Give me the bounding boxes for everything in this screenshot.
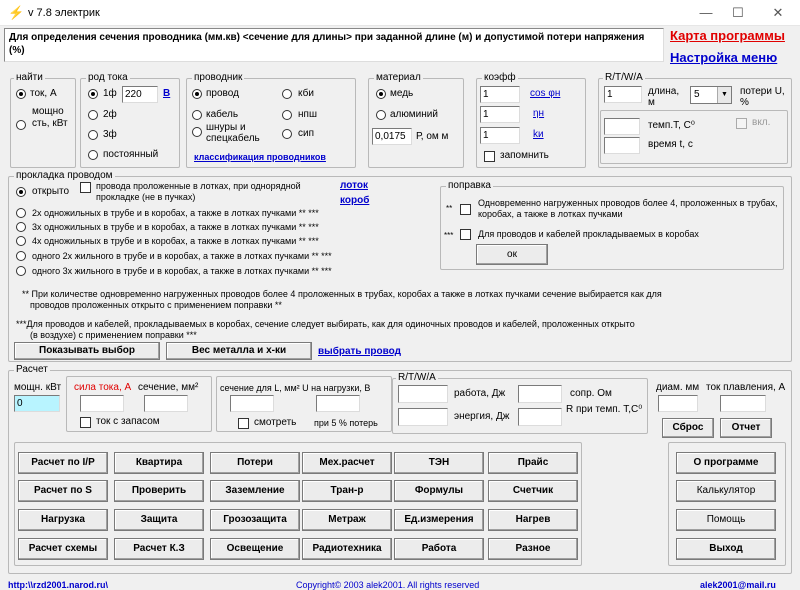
box-link[interactable]: короб	[340, 195, 370, 206]
watch-label: смотреть	[254, 417, 297, 428]
exit-button[interactable]: Выход	[676, 538, 776, 560]
temp-input[interactable]	[604, 118, 640, 135]
misc-button[interactable]: Разное	[488, 538, 578, 560]
report-button[interactable]: Отчет	[720, 418, 772, 438]
cord-label: шнуры и спецкабель	[206, 122, 260, 144]
laying-legend: прокладка проводом	[16, 170, 113, 181]
rtwa-legend: R/T/W/A	[605, 72, 643, 83]
coef-legend: коэфф	[484, 72, 516, 83]
stock-checkbox[interactable]	[80, 417, 91, 428]
grounding-button[interactable]: Заземление	[210, 480, 300, 502]
sip-label: сип	[298, 128, 315, 139]
chevron-down-icon: ▼	[717, 87, 731, 103]
maximize-button[interactable]: ☐	[732, 5, 744, 20]
mech-calc-button[interactable]: Мех.расчет	[302, 452, 392, 474]
copper-radio[interactable]	[376, 89, 386, 99]
protection-button[interactable]: Защита	[114, 509, 204, 531]
resistance-label: сопр. Ом	[570, 388, 612, 399]
cable-label: кабель	[206, 109, 239, 120]
laying-4x-label: 4х одножильных в трубе и в коробах, а также в лотках пучками ** ***	[32, 236, 319, 246]
correction-ok-button[interactable]: ок	[476, 244, 548, 265]
energy-label: энергия, Дж	[454, 411, 510, 422]
kbi-label: кби	[298, 88, 314, 99]
length-input[interactable]: 1	[604, 86, 642, 103]
correction-legend: поправка	[448, 180, 491, 191]
remember-checkbox[interactable]	[484, 151, 495, 162]
site-link[interactable]: http:\\rzd2001.narod.ru\	[8, 580, 109, 590]
load-button[interactable]: Нагрузка	[18, 509, 108, 531]
resistivity-label: Р, ом м	[416, 131, 449, 142]
calc-rtwa-legend: R/T/W/A	[398, 372, 436, 383]
phase3-label: 3ф	[103, 129, 117, 140]
find-legend: найти	[16, 72, 43, 83]
time-label: время t, c	[648, 139, 693, 150]
npsh-label: нпш	[298, 109, 317, 120]
title-bar	[0, 0, 800, 26]
short-circuit-button[interactable]: Расчет К.З	[114, 538, 204, 560]
dc-label: постоянный	[103, 149, 159, 160]
note2-line2: (в воздухе) с применением поправки ***	[30, 330, 197, 340]
price-button[interactable]: Прайс	[488, 452, 578, 474]
lighting-button[interactable]: Освещение	[210, 538, 300, 560]
work-label: работа, Дж	[454, 388, 506, 399]
calc-ip-button[interactable]: Расчет по I/P	[18, 452, 108, 474]
program-map-link[interactable]: Карта программы	[670, 28, 785, 43]
correction-marker2: ***	[444, 231, 454, 240]
correction-check1[interactable]	[460, 204, 471, 215]
tray-checkbox[interactable]	[80, 182, 91, 193]
section-l-label: сечение для L, мм² U на нагрузки, В	[220, 383, 371, 393]
choose-wire-link[interactable]: выбрать провод	[318, 346, 401, 357]
wire-radio[interactable]	[192, 89, 202, 99]
loss-select[interactable]	[690, 86, 732, 104]
email-link[interactable]: alek2001@mail.ru	[700, 580, 776, 590]
check-button[interactable]: Проверить	[114, 480, 204, 502]
footage-button[interactable]: Метраж	[302, 509, 392, 531]
resistivity-input[interactable]: 0,0175	[372, 128, 412, 145]
help-button[interactable]: Помощь	[676, 509, 776, 531]
calc-s-button[interactable]: Расчет по S	[18, 480, 108, 502]
calculator-button[interactable]: Калькулятор	[676, 480, 776, 502]
laying-3x-label: 3х одножильных в трубе и в коробах, а также в лотках пучками ** ***	[32, 222, 319, 232]
eta-input[interactable]: 1	[480, 106, 520, 123]
incl-checkbox[interactable]	[736, 118, 747, 129]
voltage-load-output[interactable]	[316, 395, 360, 412]
lightning-protection-button[interactable]: Грозозащита	[210, 509, 300, 531]
find-power-label: мощно сть, кВт	[32, 106, 68, 129]
wire-label: провод	[206, 88, 239, 99]
close-button[interactable]: ✕	[772, 5, 784, 20]
section-l-output[interactable]	[230, 395, 274, 412]
voltage-unit-link[interactable]: В	[163, 88, 171, 99]
resistance-output[interactable]	[518, 385, 562, 403]
transformer-button[interactable]: Тран-р	[302, 480, 392, 502]
reset-button[interactable]: Сброс	[662, 418, 714, 438]
laying-3core-label: одного 3х жильного в трубе и в коробах, а также в лотках пучками ** ***	[32, 266, 332, 276]
cos-input[interactable]: 1	[480, 86, 520, 103]
rtemp-label: R при темп. T,C⁰	[566, 404, 643, 415]
eta-link[interactable]: ηн	[533, 108, 545, 119]
find-current-label: ток, А	[30, 88, 57, 99]
formulas-button[interactable]: Формулы	[394, 480, 484, 502]
minimize-button[interactable]: —	[699, 5, 713, 20]
correction-label1: Одновременно нагруженных проводов более 4, проложенных в трубах, коробах, а также в лотках пучками	[478, 198, 778, 219]
laying-2x-radio[interactable]	[16, 208, 26, 218]
laying-2core-label: одного 2х жильного в трубе и в коробах, а также в лотках пучками ** ***	[32, 251, 332, 261]
incl-label: вкл.	[752, 117, 771, 128]
sip-radio[interactable]	[282, 129, 292, 139]
phase2-label: 2ф	[103, 109, 117, 120]
current-output[interactable]	[80, 395, 124, 412]
window-title: v 7.8 электрик	[28, 7, 100, 19]
cos-link[interactable]: cos φн	[530, 88, 561, 99]
stock-label: ток с запасом	[96, 416, 160, 427]
ten-button[interactable]: ТЭН	[394, 452, 484, 474]
rtemp-output[interactable]	[518, 408, 562, 426]
metal-weight-button[interactable]: Вес металла и х-ки	[166, 342, 312, 360]
aluminum-label: алюминий	[390, 109, 438, 120]
menu-settings-link[interactable]: Настройка меню	[670, 50, 778, 65]
calc-legend: Расчет	[16, 364, 48, 375]
aluminum-radio[interactable]	[376, 110, 386, 120]
voltage-input[interactable]: 220	[122, 86, 158, 103]
laying-open-label: открыто	[32, 186, 70, 197]
loss-label: потери U, %	[740, 86, 785, 108]
temp-label: темп.T, C⁰	[648, 120, 695, 131]
power-input[interactable]: 0	[14, 395, 60, 412]
loss5-label: при 5 % потерь	[314, 418, 378, 428]
diameter-output[interactable]	[658, 395, 698, 412]
laying-2core-radio[interactable]	[16, 251, 26, 261]
find-power-radio[interactable]	[16, 120, 26, 130]
losses-button[interactable]: Потери	[210, 452, 300, 474]
radio-button[interactable]: Радиотехника	[302, 538, 392, 560]
circuit-calc-button[interactable]: Расчет схемы	[18, 538, 108, 560]
work-button[interactable]: Работа	[394, 538, 484, 560]
kbi-radio[interactable]	[282, 89, 292, 99]
current-type-legend: род тока	[88, 72, 128, 83]
laying-2x-label: 2х одножильных в трубе и в коробах, а также в лотках пучками ** ***	[32, 208, 319, 218]
watch-checkbox[interactable]	[238, 418, 249, 429]
melt-label: ток плавления, А	[706, 382, 786, 393]
laying-3core-radio[interactable]	[16, 266, 26, 276]
show-choice-button[interactable]: Показывать выбор	[14, 342, 160, 360]
current-label: сила тока, А	[74, 382, 132, 393]
loss-select-value: 5	[694, 89, 700, 100]
work-output[interactable]	[398, 385, 448, 403]
tray-label: провода проложенные в лотках, при однорядной прокладке (не в пучках)	[96, 181, 301, 202]
diameter-label: диам. мм	[656, 382, 700, 393]
npsh-radio[interactable]	[282, 110, 292, 120]
apartment-button[interactable]: Квартира	[114, 452, 204, 474]
phase3-radio[interactable]	[88, 130, 98, 140]
lightning-icon: ⚡	[8, 5, 25, 20]
laying-4x-radio[interactable]	[16, 236, 26, 246]
k-link[interactable]: kи	[533, 129, 544, 140]
phase1-label: 1ф	[103, 88, 117, 99]
description-banner: Для определения сечения проводника (мм.кв) <сечение для длины> при заданной длине (м) и допустимой потери напряжения (%)	[4, 28, 664, 62]
note1-line2: проводов проложенных открыто с применением поправки **	[30, 300, 282, 310]
note2-line1: ***Для проводов и кабелей, прокладываемых в коробах, сечение следует выбирать, как для одиночных проводов и кабелей, проложенных открыто	[16, 319, 635, 329]
about-button[interactable]: О программе	[676, 452, 776, 474]
section-output[interactable]	[144, 395, 188, 412]
cable-radio[interactable]	[192, 110, 202, 120]
length-label: длина, м	[648, 86, 680, 108]
heating-button[interactable]: Нагрев	[488, 509, 578, 531]
correction-label2: Для проводов и кабелей прокладываемых в коробах	[478, 229, 699, 239]
note1-line1: ** При количестве одновременно нагруженных проводов более 4 проложенных в трубах, коробах а также в лотках пучками сечение выбирается как для	[22, 289, 662, 299]
laying-open-radio[interactable]	[16, 187, 26, 197]
copyright-text: Copyright© 2003 alek2001. All rights reserved	[296, 580, 480, 590]
remember-label: запомнить	[500, 150, 549, 161]
correction-marker1: **	[446, 204, 453, 213]
meter-button[interactable]: Счетчик	[488, 480, 578, 502]
laying-3x-radio[interactable]	[16, 222, 26, 232]
dc-radio[interactable]	[88, 150, 98, 160]
phase2-radio[interactable]	[88, 110, 98, 120]
time-input[interactable]	[604, 137, 640, 154]
conductor-legend: проводник	[194, 72, 243, 83]
power-label: мощн. кВт	[14, 382, 62, 393]
tray-link[interactable]: лоток	[340, 180, 368, 191]
k-input[interactable]: 1	[480, 127, 520, 144]
material-legend: материал	[376, 72, 421, 83]
classification-link[interactable]: классификация проводников	[194, 152, 326, 162]
melt-output[interactable]	[720, 395, 766, 412]
phase1-radio[interactable]	[88, 89, 98, 99]
find-current-radio[interactable]	[16, 89, 26, 99]
units-button[interactable]: Ед.измерения	[394, 509, 484, 531]
energy-output[interactable]	[398, 408, 448, 426]
copper-label: медь	[390, 88, 414, 99]
cord-radio[interactable]	[192, 127, 202, 137]
correction-check2[interactable]	[460, 229, 471, 240]
section-label: сечение, мм²	[138, 382, 199, 393]
